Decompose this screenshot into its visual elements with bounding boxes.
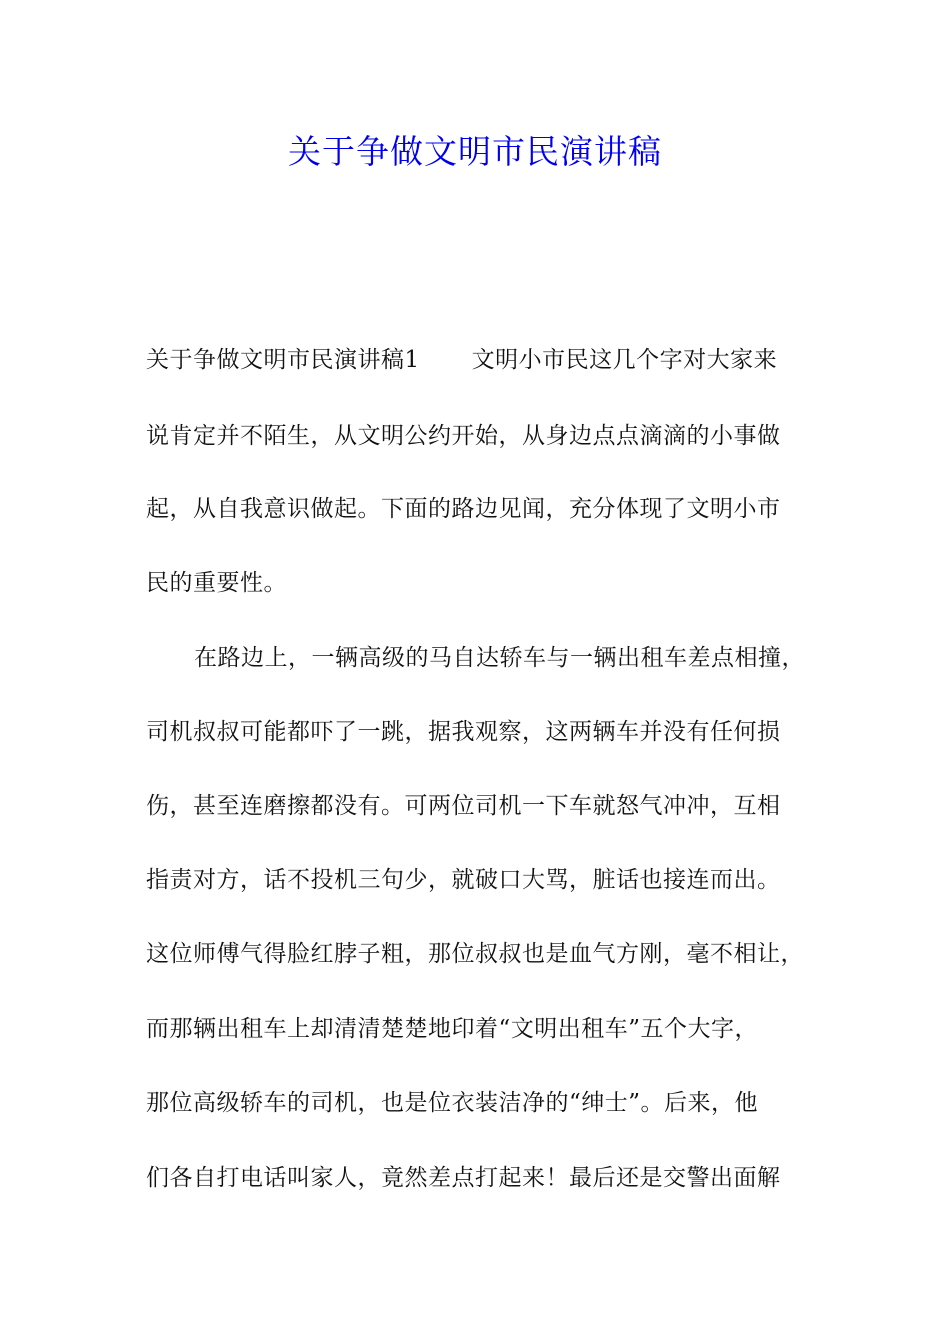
text-line: 说肯定并不陌生，从文明公约开始，从身边点点滴滴的小事做 <box>146 423 781 449</box>
text-line: 民的重要性。 <box>146 570 287 596</box>
text-line: 司机叔叔可能都吓了一跳，据我观察，这两辆车并没有任何损 <box>146 719 781 745</box>
document-title: 关于争做文明市民演讲稿 <box>288 132 662 171</box>
text-line: 这位师傅气得脸红脖子粗，那位叔叔也是血气方刚，毫不相让， <box>146 941 804 967</box>
text-line: 指责对方，话不投机三句少，就破口大骂，脏话也接连而出。 <box>146 867 781 893</box>
section-heading: 关于争做文明市民演讲稿1 <box>146 347 420 373</box>
text-line <box>146 340 818 380</box>
text-line: 而那辆出租车上却清清楚楚地印着“文明出租车”五个大字， <box>146 1016 759 1042</box>
text-line-content: 文明小市民这几个字对大家来 <box>471 347 778 373</box>
text-line <box>146 638 818 678</box>
text-line: 伤，甚至连磨擦都没有。可两位司机一下车就怒气冲冲，互相 <box>146 793 781 819</box>
text-line: 们各自打电话叫家人，竟然差点打起来！最后还是交警出面解 <box>146 1165 781 1191</box>
text-line: 那位高级轿车的司机，也是位衣装洁净的“绅士”。后来，他 <box>146 1090 759 1116</box>
text-line: 起，从自我意识做起。下面的路边见闻，充分体现了文明小市 <box>146 496 781 522</box>
text-line-content: 在路边上，一辆高级的马自达轿车与一辆出租车差点相撞， <box>194 645 805 671</box>
